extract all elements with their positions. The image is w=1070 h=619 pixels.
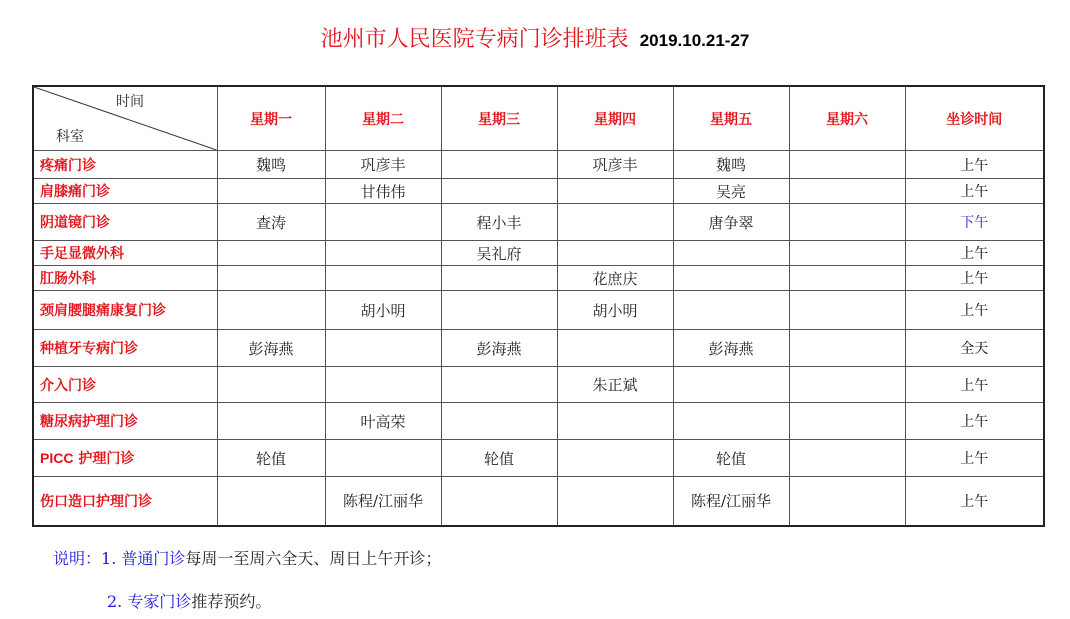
doctor-cell: [673, 291, 789, 330]
doctor-cell: [325, 440, 441, 477]
table-row: [33, 477, 1044, 526]
table-row: [33, 403, 1044, 440]
dept-name: [33, 151, 217, 179]
dept-name-text: 肩膝痛门诊: [40, 184, 110, 200]
doctor-cell: [217, 403, 325, 440]
doctor-cell: [325, 367, 441, 403]
doctor-cell: 叶高荣: [325, 403, 441, 440]
doctor-cell: [789, 241, 905, 266]
doctor-cell: [557, 179, 673, 204]
corner-cell: [33, 86, 217, 151]
doctor-cell: 胡小明: [557, 291, 673, 330]
doctor-cell: [217, 477, 325, 526]
clinic-time-cell: 下午: [905, 204, 1044, 241]
title-text: 池州市人民医院专病门诊排班表: [320, 27, 629, 52]
table-row: [33, 151, 1044, 179]
doctor-cell: [673, 241, 789, 266]
doctor-cell: [557, 403, 673, 440]
corner-dept-label: 科室: [56, 129, 84, 145]
note-2-text: 推荐预约。: [191, 592, 272, 611]
doctor-cell: 轮值: [217, 440, 325, 477]
doctor-cell: [557, 477, 673, 526]
doctor-cell: [217, 241, 325, 266]
schedule-table: [32, 85, 1045, 527]
schedule-body: [33, 151, 1044, 526]
doctor-cell: [789, 204, 905, 241]
doctor-cell: [441, 367, 557, 403]
doctor-cell: 轮值: [441, 440, 557, 477]
clinic-time-cell: 上午: [905, 477, 1044, 526]
doctor-cell: [789, 440, 905, 477]
clinic-time-cell: 上午: [905, 291, 1044, 330]
doctor-cell: [217, 266, 325, 291]
doctor-cell: [789, 266, 905, 291]
dept-name: [33, 477, 217, 526]
doctor-cell: [325, 330, 441, 367]
doctor-cell: [217, 367, 325, 403]
dept-name-text: 种植牙专病门诊: [40, 341, 138, 357]
dept-name-text: 疼痛门诊: [40, 157, 96, 174]
header-mon: 星期一: [217, 86, 325, 151]
doctor-cell: 唐争翠: [673, 204, 789, 241]
dept-name-text: 肛肠外科: [40, 271, 96, 287]
dept-name-text: 伤口造口护理门诊: [40, 493, 152, 510]
doctor-cell: 巩彦丰: [325, 151, 441, 179]
doctor-cell: 陈程/江丽华: [673, 477, 789, 526]
doctor-cell: [789, 179, 905, 204]
dept-name: [33, 179, 217, 204]
clinic-time-cell: 上午: [905, 367, 1044, 403]
header-sat: 星期六: [789, 86, 905, 151]
doctor-cell: 吴亮: [673, 179, 789, 204]
table-row: [33, 266, 1044, 291]
doctor-cell: [789, 477, 905, 526]
dept-name-text: 护理门诊: [78, 451, 135, 467]
note-2: [107, 589, 271, 612]
dept-name: [33, 241, 217, 266]
note-2-num: 2.: [107, 592, 123, 611]
header-tue: 星期二: [325, 86, 441, 151]
header-clinic-time: 坐诊时间: [905, 86, 1044, 151]
table-row: [33, 367, 1044, 403]
doctor-cell: [441, 179, 557, 204]
doctor-cell: [441, 477, 557, 526]
note-label: 说明：: [53, 549, 102, 568]
doctor-cell: 程小丰: [441, 204, 557, 241]
header-thu: 星期四: [557, 86, 673, 151]
doctor-cell: 花庶庆: [557, 266, 673, 291]
doctor-cell: 魏鸣: [217, 151, 325, 179]
doctor-cell: [789, 403, 905, 440]
doctor-cell: [673, 266, 789, 291]
doctor-cell: 彭海燕: [673, 330, 789, 367]
doctor-cell: 彭海燕: [441, 330, 557, 367]
doctor-cell: 轮值: [673, 440, 789, 477]
table-row: [33, 440, 1044, 477]
doctor-cell: [789, 151, 905, 179]
table-row: [33, 204, 1044, 241]
doctor-cell: [325, 266, 441, 291]
dept-name: [33, 204, 217, 241]
doctor-cell: [217, 179, 325, 204]
doctor-cell: 陈程/江丽华: [325, 477, 441, 526]
dept-name-text: 介入门诊: [40, 377, 96, 394]
doctor-cell: [325, 241, 441, 266]
header-wed: 星期三: [441, 86, 557, 151]
dept-name: [33, 440, 217, 477]
doctor-cell: [557, 440, 673, 477]
doctor-cell: 朱正斌: [557, 367, 673, 403]
dept-name: [33, 266, 217, 291]
clinic-time-cell: 上午: [905, 440, 1044, 477]
dept-name-text: 颈肩腰腿痛康复门诊: [40, 303, 166, 319]
header-row: [33, 86, 1044, 151]
doctor-cell: 胡小明: [325, 291, 441, 330]
doctor-cell: [217, 291, 325, 330]
doctor-cell: 巩彦丰: [557, 151, 673, 179]
doctor-cell: [557, 204, 673, 241]
dept-name-text: 手足显微外科: [40, 246, 124, 262]
table-row: [33, 330, 1044, 367]
doctor-cell: 甘伟伟: [325, 179, 441, 204]
table-row: [33, 241, 1044, 266]
doctor-cell: [673, 403, 789, 440]
doctor-cell: [325, 204, 441, 241]
doctor-cell: [441, 151, 557, 179]
clinic-time-cell: 上午: [905, 151, 1044, 179]
note-2-link[interactable]: 专家门诊: [127, 592, 192, 611]
dept-name-text: 糖尿病护理门诊: [40, 414, 138, 430]
doctor-cell: 查涛: [217, 204, 325, 241]
doctor-cell: 吴礼府: [441, 241, 557, 266]
clinic-time-cell: 上午: [905, 241, 1044, 266]
table-row: [33, 179, 1044, 204]
dept-name: [33, 403, 217, 440]
title-date: 2019.10.21-27: [639, 31, 750, 50]
header-fri: 星期五: [673, 86, 789, 151]
doctor-cell: 魏鸣: [673, 151, 789, 179]
doctor-cell: [557, 330, 673, 367]
doctor-cell: [441, 403, 557, 440]
doctor-cell: 彭海燕: [217, 330, 325, 367]
note-1-link[interactable]: 普通门诊: [121, 549, 186, 568]
doctor-cell: [789, 291, 905, 330]
dept-name: [33, 330, 217, 367]
note-1-text: 每周一至周六全天、周日上午开诊；: [185, 549, 442, 568]
clinic-time-cell: 全天: [905, 330, 1044, 367]
dept-name-latin: PICC: [40, 450, 74, 466]
dept-name: [33, 367, 217, 403]
dept-name: [33, 291, 217, 330]
clinic-time-cell: 上午: [905, 179, 1044, 204]
doctor-cell: [789, 367, 905, 403]
note-1-num: 1.: [101, 549, 117, 568]
clinic-time-cell: 上午: [905, 266, 1044, 291]
table-row: [33, 291, 1044, 330]
doctor-cell: [557, 241, 673, 266]
doctor-cell: [441, 291, 557, 330]
page-title: [0, 22, 1070, 53]
clinic-time-cell: 上午: [905, 403, 1044, 440]
doctor-cell: [673, 367, 789, 403]
note-1: [53, 546, 441, 569]
doctor-cell: [441, 266, 557, 291]
corner-time-label: 时间: [116, 94, 144, 110]
doctor-cell: [789, 330, 905, 367]
dept-name-text: 阴道镜门诊: [40, 215, 110, 231]
